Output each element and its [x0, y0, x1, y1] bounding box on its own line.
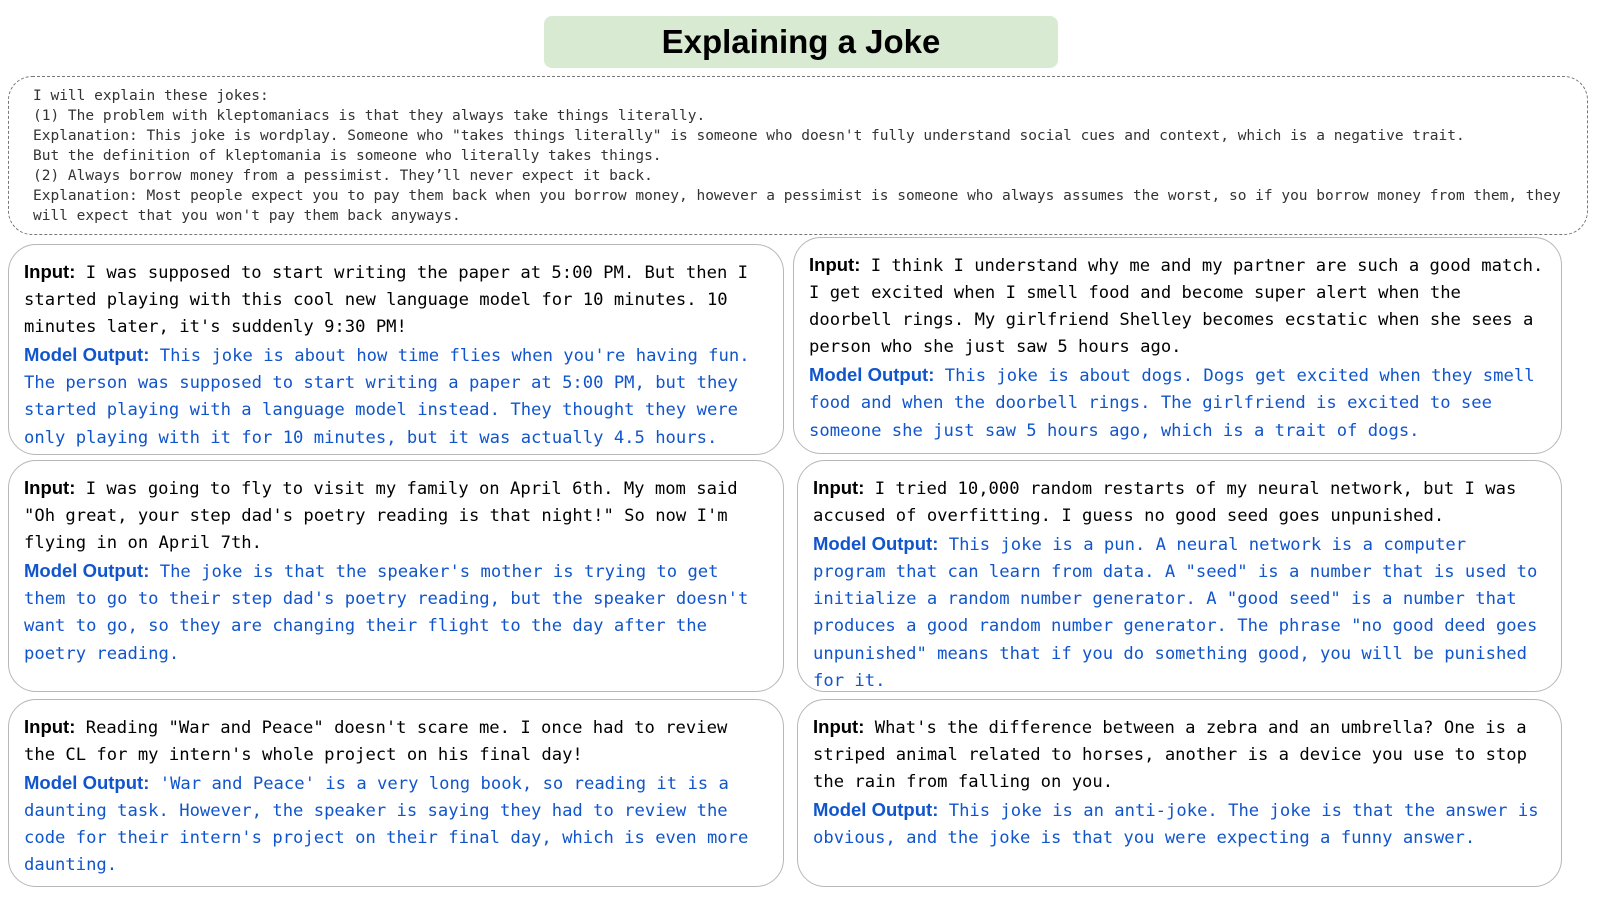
example-output [809, 361, 1545, 444]
input-label: Input: [813, 716, 865, 737]
prompt-box [8, 76, 1588, 235]
output-label: Model Output: [813, 799, 939, 821]
example-input [809, 251, 1545, 361]
output-label: Model Output: [24, 560, 150, 582]
input-label: Input: [24, 261, 76, 282]
figure-title: Explaining a Joke [544, 16, 1058, 68]
prompt-line: Explanation: This joke is wordplay. Someone who "takes things literally" is someone who doesn't fully understand social cues and context, which is a negative trait. [33, 128, 1465, 144]
example-card-2 [793, 237, 1562, 454]
prompt-line: I will explain these jokes: [33, 88, 269, 104]
input-text: I think I understand why me and my partner are such a good match. I get excited when I smell food and become super alert when the doorbell rings. My girlfriend Shelley becomes ecstatic when she sees a person who she just saw 5 hours ago. [809, 256, 1544, 358]
input-text: I was going to fly to visit my family on April 6th. My mom said "Oh great, your step dad's poetry reading is that night!" So now I'm flying in on April 7th. [24, 479, 738, 554]
example-card-3 [8, 460, 784, 692]
input-text: I tried 10,000 random restarts of my neural network, but I was accused of overfitting. I guess no good seed goes unpunished. [813, 479, 1517, 527]
output-text: The joke is that the speaker's mother is trying to get them to go to their step dad's poetry reading, but the speaker doesn't want to go, so they are changing their flight to the day after the poetry reading. [24, 562, 749, 664]
example-output [813, 530, 1545, 695]
output-text: This joke is about how time flies when you're having fun. The person was supposed to start writing a paper at 5:00 PM, but they started playing with a language model instead. They thought they were only playing with it for 10 minutes, but it was actually 4.5 hours. [24, 346, 750, 448]
example-card-1 [8, 244, 784, 455]
output-text: This joke is an anti-joke. The joke is that the answer is obvious, and the joke is that you were expecting a funny answer. [813, 801, 1539, 849]
example-input [24, 258, 767, 341]
input-label: Input: [813, 477, 865, 498]
example-card-4 [797, 460, 1562, 692]
output-label: Model Output: [809, 364, 935, 386]
example-input [24, 713, 767, 769]
example-input [24, 474, 767, 557]
input-text: What's the difference between a zebra and an umbrella? One is a striped animal related to horses, another is a device you use to stop the rain from falling on you. [813, 718, 1527, 793]
example-output [24, 557, 767, 667]
input-label: Input: [24, 716, 76, 737]
output-label: Model Output: [24, 772, 150, 794]
example-input [813, 713, 1545, 796]
prompt-line: (1) The problem with kleptomaniacs is that they always take things literally. [33, 108, 706, 124]
input-text: I was supposed to start writing the paper at 5:00 PM. But then I started playing with this cool new language model for 10 minutes. 10 minutes later, it's suddenly 9:30 PM! [24, 263, 748, 338]
example-output [24, 769, 767, 879]
example-input [813, 474, 1545, 530]
prompt-line: (2) Always borrow money from a pessimist. They’ll never expect it back. [33, 168, 653, 184]
example-card-6 [797, 699, 1562, 887]
example-card-5 [8, 699, 784, 887]
prompt-line: Explanation: Most people expect you to pay them back when you borrow money, however a pessimist is someone who always assumes the worst, so if you borrow money from them, they will expect that you won't pay them back anyways. [33, 188, 1570, 224]
output-text: 'War and Peace' is a very long book, so reading it is a daunting task. However, the speaker is saying they had to review the code for their intern's project on their final day, which is even more daunting. [24, 774, 749, 876]
output-text: This joke is a pun. A neural network is a computer program that can learn from data. A "seed" is a number that is used to initialize a random number generator. A "good seed" is a number that produces a good random number generator. The phrase "no good deed goes unpunished" means that if you do something good, you will be punished for it. [813, 535, 1538, 691]
input-text: Reading "War and Peace" doesn't scare me. I once had to review the CL for my intern's whole project on his final day! [24, 718, 728, 766]
input-label: Input: [24, 477, 76, 498]
example-output [813, 796, 1545, 852]
output-text: This joke is about dogs. Dogs get excited when they smell food and when the doorbell rings. The girlfriend is excited to see someone she just saw 5 hours ago, which is a trait of dogs. [809, 366, 1535, 441]
output-label: Model Output: [813, 533, 939, 555]
prompt-line: But the definition of kleptomania is someone who literally takes things. [33, 148, 662, 164]
example-output [24, 341, 767, 451]
input-label: Input: [809, 254, 861, 275]
output-label: Model Output: [24, 344, 150, 366]
